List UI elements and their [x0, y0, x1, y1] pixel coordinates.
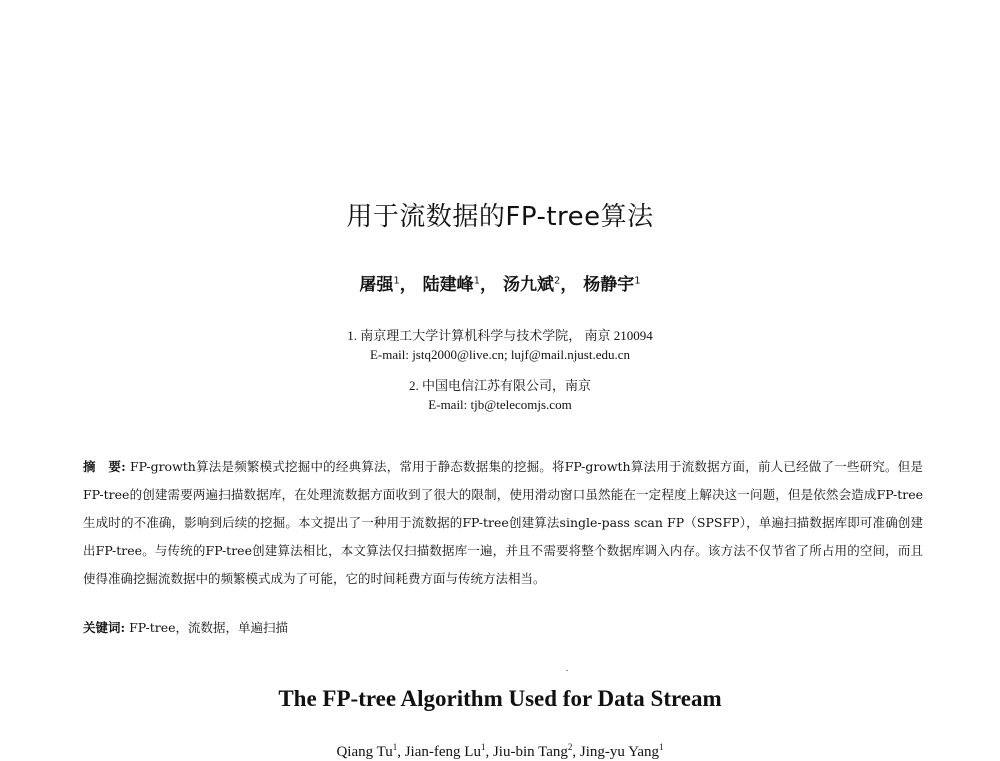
- stray-mark: [566, 670, 568, 671]
- author-name: 汤九斌: [502, 275, 554, 295]
- author-separator: ,: [397, 744, 405, 760]
- author-affiliation-mark: 2: [553, 275, 561, 287]
- abstract: [83, 453, 923, 593]
- keywords-label: 关键词:: [83, 620, 126, 635]
- author-name: Jian-feng Lu: [404, 744, 481, 760]
- author-separator: ，: [399, 275, 417, 295]
- keywords: [83, 618, 923, 636]
- author-affiliation-mark: 1: [480, 742, 486, 752]
- author-list-cn: [0, 270, 1000, 295]
- affiliation-email: E-mail: tjb@telecomjs.com: [428, 397, 572, 412]
- author-affiliation-mark: 1: [392, 742, 398, 752]
- author-affiliation-mark: 1: [659, 742, 664, 752]
- affiliation-institution: 2. 中国电信江苏有限公司，南京: [408, 378, 591, 393]
- keywords-text: FP-tree，流数据，单遍扫描: [129, 620, 289, 635]
- author-name: 杨静宇: [583, 275, 635, 295]
- author-separator: ，: [560, 275, 578, 295]
- author-name: 屠强: [359, 275, 394, 295]
- affiliation-email: E-mail: jstq2000@live.cn; lujf@mail.njust.edu.cn: [369, 347, 631, 362]
- paper-title-en: The FP-tree Algorithm Used for Data Stream: [278, 686, 722, 711]
- abstract-label: 摘 要:: [83, 459, 126, 474]
- author-separator: ,: [572, 744, 580, 760]
- abstract-text: FP-growth算法是频繁模式挖掘中的经典算法，常用于静态数据集的挖掘。将FP-growth算法用于流数据方面，前人已经做了一些研究。但是FP-tree的创建需要两遍扫描数据库，在处理流数据方面收到了很大的限制，使用滑动窗口虽然能在一定程度上解决这一问题，但是依然会造成FP-tree生成时的不准确，影响到后续的挖掘。本文提出了一种用于流数据的FP-tree创建算法single-pass scan FP（SPSFP），单遍扫描数据库即可准确创建出FP-tree。与传统的FP-tree创建算法相比，本文算法仅扫描数据库一遍，并且不需要将整个数据库调入内存。该方法不仅节省了所占用的空间，而且使得准确挖掘流数据中的频繁模式成为了可能，它的时间耗费方面与传统方法相当。: [83, 459, 923, 586]
- author-list-en: [0, 742, 1000, 761]
- author-affiliation-mark: 1: [393, 275, 400, 287]
- author-separator: ，: [480, 275, 498, 295]
- author-name: Jiu-bin Tang: [492, 744, 568, 760]
- affiliation-2: [0, 376, 1000, 414]
- affiliation-1: [0, 326, 1000, 364]
- affiliation-institution: 1. 南京理工大学计算机科学与技术学院， 南京 210094: [347, 328, 653, 343]
- author-name: Jing-yu Yang: [579, 744, 660, 760]
- author-name: 陆建峰: [422, 275, 474, 295]
- paper-title-cn: 用于流数据的FP-tree算法: [346, 202, 654, 232]
- author-name: Qiang Tu: [336, 744, 393, 760]
- author-separator: ,: [485, 744, 493, 760]
- author-affiliation-mark: 1: [473, 275, 481, 287]
- author-affiliation-mark: 1: [634, 275, 641, 287]
- author-affiliation-mark: 2: [567, 742, 573, 752]
